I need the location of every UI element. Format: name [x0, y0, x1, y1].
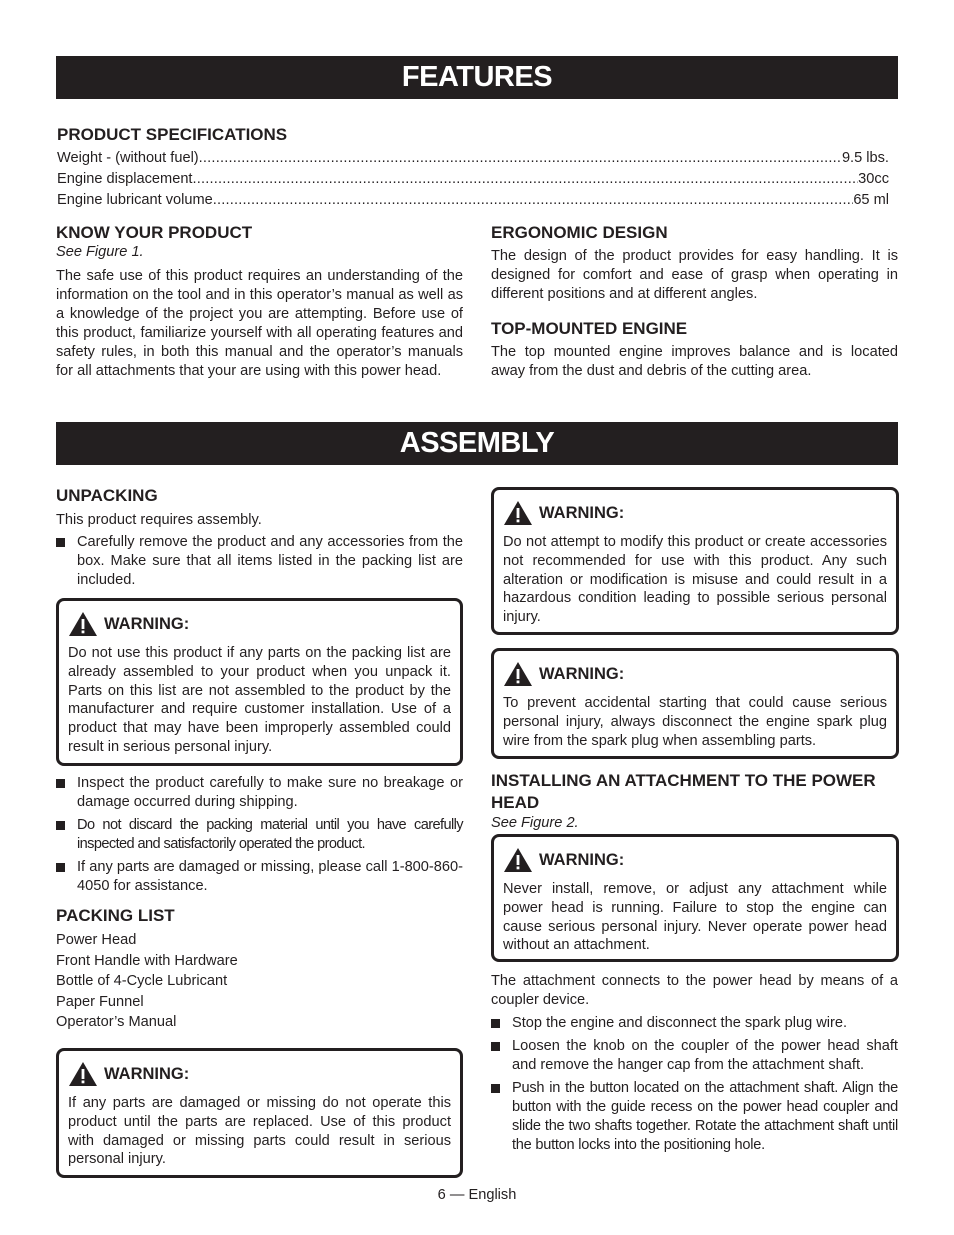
know-your-product [56, 223, 463, 381]
product-specifications [57, 125, 897, 211]
warning-header [503, 500, 887, 526]
warning-label: WARNING: [539, 664, 625, 683]
spec-value: 9.5 lbs. [841, 150, 889, 166]
features-right-column [491, 223, 898, 381]
unpacking-section [56, 486, 463, 594]
installing-intro: The attachment connects to the power head by means of a coupler device. [491, 973, 898, 1008]
warning-triangle-icon [503, 661, 533, 687]
packing-list-section [56, 906, 463, 1033]
bullet-icon [491, 1019, 500, 1028]
warning-box-packing [56, 1048, 463, 1178]
warning-header [68, 1061, 451, 1087]
list-item: Front Handle with Hardware [56, 952, 238, 969]
warning-triangle-icon [503, 847, 533, 873]
warning-text: If any parts are damaged or missing do not operate this product until the parts are replaced. Use of this product with damaged or missing parts could result in serious personal injury. [68, 1095, 451, 1168]
warning-text: To prevent accidental starting that could cause serious personal injury, always disconnect the engine spark plug wire from the spark plug when assembling parts. [503, 695, 887, 749]
list-item: Push in the button located on the attachment shaft. Align the button with the guide recess on the power head coupler and slide the two shafts together. Rotate the attachment shaft until the button locks into the positioning hole. [491, 1079, 898, 1155]
warning-triangle-icon [503, 500, 533, 526]
warning-text: Do not use this product if any parts on the packing list are already assembled to your product when you unpack it. Parts on this list are not assembled to the product by the manufacturer and require customer installation. Use of a product that may have been improperly assembled could result in serious personal injury. [68, 645, 451, 755]
unpacking-heading: UNPACKING [56, 486, 158, 505]
warning-box-spark-plug [491, 648, 899, 759]
list-item: Power Head [56, 932, 137, 948]
warning-box-install [491, 834, 899, 962]
installing-section [491, 770, 898, 832]
list-item: Do not discard the packing material until you have carefully inspected and satisfactorily operated the product. [56, 816, 463, 854]
ergonomic-body: The design of the product provides for easy handling. It is designed for comfort and ease of grasp when operating in different positions and at different angles. [491, 248, 898, 302]
warning-triangle-icon [68, 1061, 98, 1087]
see-figure-2: See Figure 2. [491, 815, 579, 831]
list-item: Loosen the knob on the coupler of the power head shaft and remove the hanger cap from the attachment shaft. [491, 1037, 898, 1075]
warning-label: WARNING: [104, 614, 190, 633]
warning-text: Do not attempt to modify this product or create accessories not recommended for use with this product. Any such alteration or modification is misuse and could result in a hazardous condition leading to possible serious personal injury. [503, 534, 887, 626]
spec-row-displacement [57, 169, 889, 190]
assembly-banner: ASSEMBLY [56, 422, 898, 465]
spec-row-lubricant [57, 190, 889, 211]
engine-heading: TOP-MOUNTED ENGINE [491, 319, 688, 338]
list-item: Bottle of 4-Cycle Lubricant [56, 973, 228, 990]
list-item: Paper Funnel [56, 993, 144, 1010]
know-body: The safe use of this product requires an understanding of the information on the tool and in this operator’s manual as well as a knowledge of the project you are attempting. Before use of this product, familiarize yourself with all operating features and safety rules, in both this manual and the operator’s manuals for all attachments that your are using with this power head. [56, 268, 463, 379]
warning-label: WARNING: [104, 1064, 190, 1083]
features-banner: FEATURES [56, 56, 898, 99]
unpacking-bullets-1 [56, 533, 463, 590]
spec-value: 65 ml [853, 192, 889, 208]
spec-label: Engine displacement [57, 171, 193, 187]
unpacking-bullets-2 [56, 774, 463, 896]
know-heading: KNOW YOUR PRODUCT [56, 223, 253, 242]
warning-label: WARNING: [539, 503, 625, 522]
unpacking-intro: This product requires assembly. [56, 512, 262, 528]
page-footer: 6 — English [437, 1187, 517, 1203]
bullet-icon [491, 1042, 500, 1051]
warning-header [68, 611, 451, 637]
list-item: Stop the engine and disconnect the spark plug wire. [491, 1014, 898, 1033]
spec-label: Weight - (without fuel) [57, 150, 199, 166]
spec-label: Engine lubricant volume [57, 192, 213, 208]
specs-heading: PRODUCT SPECIFICATIONS [57, 125, 288, 144]
packing-heading: PACKING LIST [56, 906, 175, 925]
list-item: If any parts are damaged or missing, please call 1-800-860-4050 for assistance. [56, 858, 463, 896]
ergonomic-heading: ERGONOMIC DESIGN [491, 223, 668, 242]
installing-bullets [491, 1014, 898, 1155]
spec-value: 30cc [858, 171, 889, 187]
warning-header [503, 661, 887, 687]
warning-box-modify [491, 487, 899, 635]
warning-text: Never install, remove, or adjust any attachment while power head is running. Failure to stop the engine can cause serious personal injury. Never operate power head without an attachment. [503, 881, 887, 954]
bullet-icon [56, 779, 65, 788]
packing-items [56, 930, 463, 1033]
engine-body: The top mounted engine improves balance and is located away from the dust and debris of the cutting area. [491, 344, 898, 379]
warning-box-unpacking [56, 598, 463, 766]
bullet-icon [56, 821, 65, 830]
warning-header [503, 847, 887, 873]
list-item: Carefully remove the product and any accessories from the box. Make sure that all items listed in the packing list are included. [56, 533, 463, 590]
warning-label: WARNING: [539, 850, 625, 869]
warning-triangle-icon [68, 611, 98, 637]
installing-body [491, 972, 898, 1159]
list-item: Operator’s Manual [56, 1014, 177, 1031]
unpacking-bullets-2-wrap [56, 774, 463, 900]
bullet-icon [56, 863, 65, 872]
installing-heading: INSTALLING AN ATTACHMENT TO THE POWER HEAD [491, 771, 876, 812]
bullet-icon [491, 1084, 500, 1093]
list-item: Inspect the product carefully to make sure no breakage or damage occurred during shipping. [56, 774, 463, 812]
spec-row-weight [57, 148, 889, 169]
bullet-icon [56, 538, 65, 547]
see-figure-1: See Figure 1. [56, 244, 144, 260]
